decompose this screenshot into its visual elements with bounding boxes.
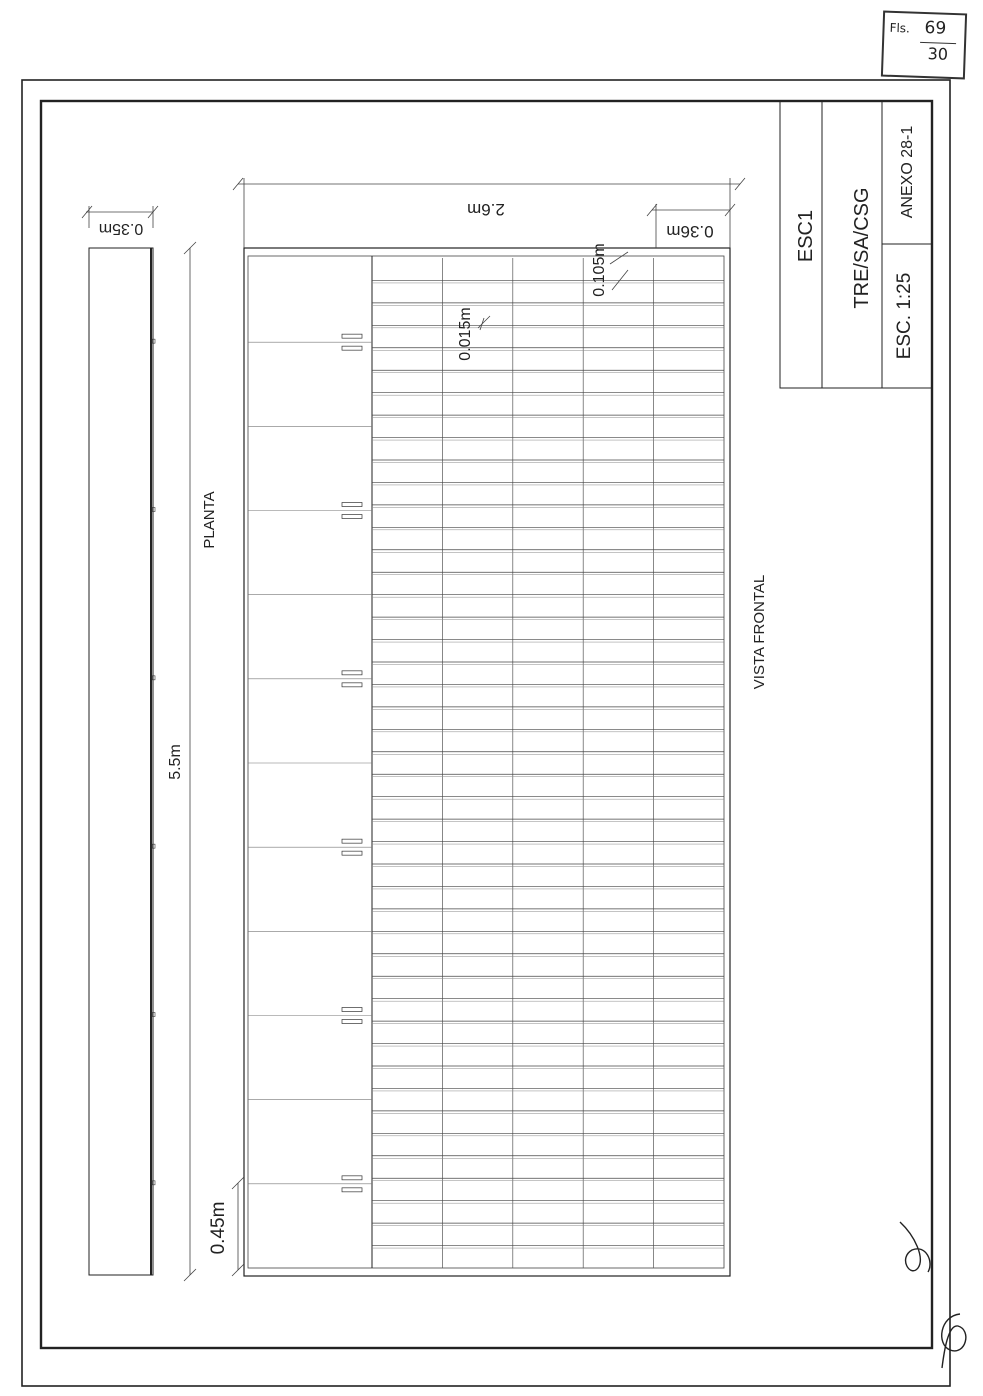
outer-frame: [22, 80, 950, 1386]
shelf-depth-label: 0.36m: [666, 222, 714, 241]
plan-view: [82, 206, 218, 1281]
door-handle: [342, 671, 362, 675]
door-handle: [342, 1176, 362, 1180]
shelf-spacing-label: 0.105m: [591, 243, 608, 297]
title-annex: ANEXO 28-1: [899, 125, 916, 219]
door-handle: [342, 334, 362, 338]
title-block: [780, 101, 932, 388]
base-height-label: 0.45m: [208, 1201, 229, 1255]
initials-mark: [900, 1222, 930, 1272]
title-code: ESC1: [795, 209, 817, 263]
door-handle: [342, 851, 362, 855]
door-handle: [342, 683, 362, 687]
door-handle: [342, 503, 362, 507]
height-label: 2.6m: [467, 200, 505, 219]
inner-frame: [41, 101, 932, 1348]
door-handle: [342, 839, 362, 843]
stamp-sheet: 69: [924, 18, 947, 39]
sheet-stamp: [881, 11, 967, 80]
shelf-thickness-label: 0.015m: [457, 307, 474, 361]
door-handle: [342, 515, 362, 519]
signature-mark: [942, 1314, 966, 1368]
door-handle: [342, 1008, 362, 1012]
front-view: [208, 178, 768, 1276]
stamp-pages: 30: [927, 44, 949, 64]
door-handle: [342, 346, 362, 350]
front-view-label: VISTA FRONTAL: [751, 574, 768, 690]
title-scale: ESC. 1:25: [894, 272, 915, 360]
plan-depth-label: 0.35m: [98, 220, 144, 237]
door-handle: [342, 1020, 362, 1024]
stamp-prefix: Fls.: [889, 20, 911, 36]
door-handle: [342, 1188, 362, 1192]
plan-length-label: 5.5m: [167, 744, 184, 780]
title-org: TRE/SA/CSG: [851, 187, 873, 309]
plan-view-label: PLANTA: [201, 491, 218, 549]
